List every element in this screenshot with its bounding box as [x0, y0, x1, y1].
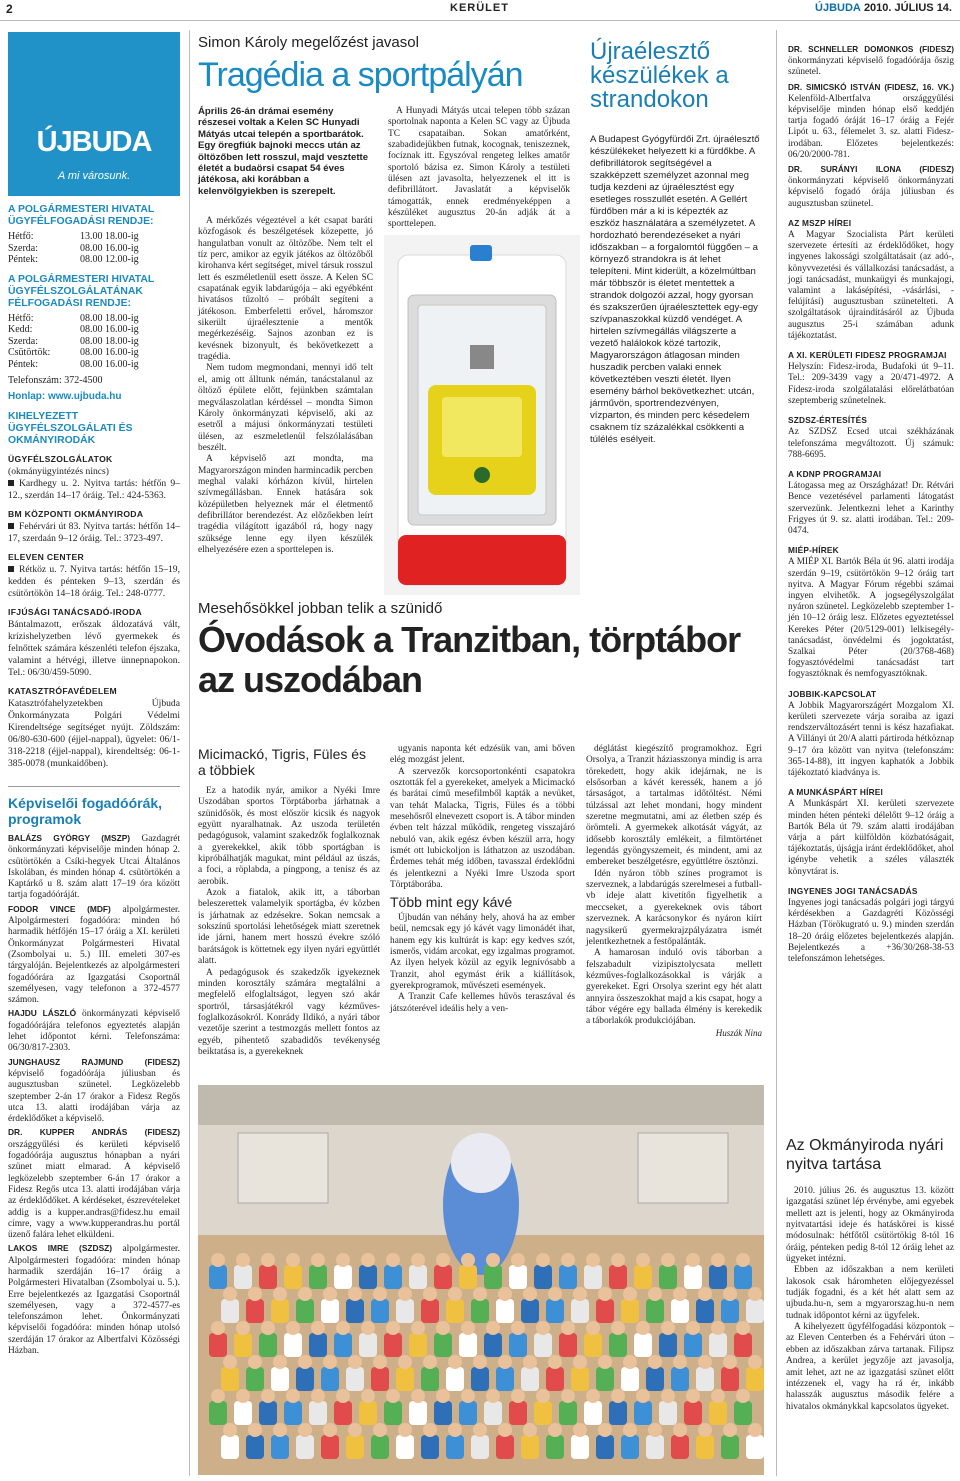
rep-name: JUNGHAUSZ RAJMUND (FIDESZ)	[8, 1056, 180, 1067]
right-heading: JOBBIK-KAPCSOLAT	[788, 688, 877, 699]
office-hours-list	[8, 231, 180, 266]
right-heading: A XI. KERÜLETI FIDESZ PROGRAMJAI	[788, 350, 947, 361]
office-hours-heading: A POLGÁRMESTERI HIVATAL ÜGYFÉLFOGADÁSI RENDJE:	[8, 204, 155, 227]
right-heading: A MUNKÁSPÁRT HÍREI	[788, 787, 884, 798]
reps-section	[8, 786, 180, 1357]
paragraph: A hamarosan induló ovis táborban a felszabadult vizipisztolycsata mellett kézműves-foglalkozásokkal is várják a gyerekeket. Egri Orsolya szerint egy hét alatt annyira összeszokhat majd a kis csapat, hogy a tábor végére egy ballada élmény is kerekedik a táborlakók produkciójában.	[586, 948, 762, 1027]
office-block-address: Fehérvári út 83. Nyitva tartás: hétfőn 14–17, szerdaán 9–12 óráig. Tel.: 3723-497.	[8, 521, 180, 544]
rep-text: alpolgármester. Alpolgármesteri fogadóóra: minden hó harmadik hétfőjén 15–17 óráig a XI. kerületi Önkormányzat Polgármesteri Hivatal (Zsombolyai u. 5.) III. emeleti 307-es tárgyalóján. Bejelentkezés az alpolgármesteri fogadóórára az Igazgatási Csoportnál személyesen, vagy telefonon a 372-4577 számon.	[8, 904, 180, 1006]
page-number: 2	[6, 2, 13, 16]
hours-row	[8, 347, 180, 359]
ujbuda-logo	[8, 32, 180, 196]
right-text: önkormányzati képviselő fogadóórája őszig szünetel.	[788, 56, 954, 78]
office-block-text: Katasztrófahelyzetekben Újbuda Önkormányzata Polgári Védelmi Kirendeltsége segítséget nyújt. Zöldszám: 06/80-630-600 (éjjel-nappal), ügyelet: 06/1-318-2218 (éjjel-nappal), kirendeltség: 06-1-385-0078 (munkaidőben).	[8, 698, 180, 769]
right-text: A Jobbik Magyarországért Mozgalom XI. kerületi szervezete várja soraiba az igazi rendszerváltozásért tenni is kész hazafiakat. A Villányi út 20/A alatti pártiroda hétköznap 9–17 óra között van nyitva (telefonszám: 365-14-88), itt ingyen kaphatók a Jobbik tájékoztató kiadványa is.	[788, 700, 954, 778]
right-text: Az SZDSZ Ecsed utcai székházának telefonszáma megváltozott. Új számuk: 788-6695.	[788, 427, 954, 460]
office-block-text: (okmányügyintézés nincs)	[8, 466, 109, 477]
right-name: DR. SIMICSKÓ ISTVÁN (FIDESZ, 16. VK.)	[788, 82, 954, 92]
right-heading: INGYENES JOGI TANÁCSADÁS	[788, 885, 918, 896]
rep-entry	[8, 904, 180, 1007]
reps-title: Képviselői fogadóórák, programok	[8, 795, 163, 827]
hours-row	[8, 231, 180, 243]
hours-day: Péntek:	[8, 254, 38, 265]
right-text: Helyszín: Fidesz-iroda, Budafoki út 9–11. Tel.: 209-3439 vagy a 20/471-4972. A Fidesz-iroda szolgálatalási előrelátbatóan szeptemberig szünetelnek.	[788, 362, 954, 406]
article2-subheading: Több mint egy kávé	[390, 894, 513, 911]
article2-col2	[390, 744, 575, 1015]
paragraph: A mérkőzés végeztével a két csapat baráti közfogások és beszélgetések közepette, jó hangulatban vonult az öltözőbe. Nem telt el tíz perc, amikor az egyik játékos az öltözőből kirohanva kért segítséget, mivel társuk rosszul lett és eszméletlenül esett össze. A Kelen SC csapatának egyik labdarúgója – aki egyébként hivatásos tűzoltó – próbált segíteni a játékoson. Emberfeletti erővel, háromszor sikerült újraélesztenie a mentők megérkezéséig. Sajnos azonban ez is kevésnek bizonyult, és bekövetkezett a tragédia.	[198, 216, 373, 363]
hours-time: 08.00 16.00-ig	[80, 347, 139, 358]
website-link[interactable]: Honlap: www.ujbuda.hu	[8, 391, 122, 402]
page-header	[0, 0, 960, 21]
side-text: A Budapest Gyógyfürdői Zrt. újraélesztő készülékeket helyezett ki a fürdőkbe. A defibrillátorok segítségével a szakképzett személyzet azonnal meg tudja kezdeni az újraélesztést egy esetleges rosszullét esetén. A Gellért fürdőben már a ki is képezték az eszköz használatára a személyzetet. A hordozható berendezéseket a nyári időszakban – a forgalomtól függően – a környező strandokra is át lehet telepíteni. Mint kiderült, a közelmúltban már többször is életet mentettek a strandok dolgozói azzal, hogy gyorsan és szakszerűen újraélesztettek egy-egy szívpanaszokkal küzdő vendéget. A hirtelen szívmegállás világszerte a vezető halálokok közé tartozik, Magyarországon átlagosan minden huszadik percben valaki ennek következtében veszti életét. Ilyen esemény bárhol bekövetkezhet: utcán, járművön, sportrendezvényen, vízparton, és minden perc késedelem csaknem tíz százalékkal csökkenti a túlélés esélyeit.	[590, 134, 760, 445]
rep-entry	[8, 1057, 180, 1126]
hours-time: 13.00 18.00-ig	[80, 231, 139, 242]
right-heading: A KDNP PROGRAMJAI	[788, 468, 882, 479]
column-divider	[189, 30, 190, 1476]
hours-time: 08.00 16.00-ig	[80, 242, 139, 254]
right-heading: MIÉP-HÍREK	[788, 545, 839, 556]
right-column	[788, 44, 954, 965]
rep-text: alpolgármester. Alpolgármesteri fogadóóra: minden hónap harmadik szerdáján 16–17 óráig a Polgármesteri Hivatalban (Zsombolyai u. 5.). Erre bejelentkezés az Igazgatási Csoportnál személyesen, vagy a 372-4577-es telefonszámon lehet. Önkormányzati képviselői fogadóóra: minden hónap utolsó szerdáján 17 órakor az Albertfalvi Közösségi Házban.	[8, 1244, 180, 1357]
right-name: DR. SCHNELLER DOMONKOS (FIDESZ)	[788, 45, 954, 54]
rep-entry	[8, 833, 180, 902]
paragraph: Ebben az időszakban a nem kerületi lakosok csak háromheten előjegyezéssel tudják fogadni, és a két hét alatt sem az ujbuda.hu-n, sem a mgyarorszag.hu-n nem tudnak időpontot kérni az ügyfelek.	[786, 1265, 954, 1321]
article2-kicker: Mesehősökkel jobban telik a szünidő	[198, 600, 443, 617]
reps-list	[8, 833, 180, 1357]
hours-row	[8, 313, 180, 325]
column-divider	[776, 30, 777, 1476]
okmanyiroda-body	[786, 1186, 954, 1413]
office-block-title: ÜGYFÉLSZOLGÁLATOK	[8, 454, 113, 464]
right-text: A Magyar Szocialista Párt kerületi szervezete értesíti az érdeklődőket, hogy ingyenes lakossági szolgáltatásait (az adó-, könyvvezetési és vállalkozási tanácsadást, a jogi tanácsadást, munkaügyi és munkajogi, valamint a lakásépítési, -vásárlási, -felújítási) augusztusban szünetelteti. A szolgáltatások újraindításáról az Újbuda augusztus 25-i számában adunk tájékoztatást.	[788, 230, 954, 341]
rep-text: Gazdagrét önkormányzati képviselője minden hónap 2. csütörtökén a Csíki-hegyek Utcai Általános Iskolában, és minden hónap 4. csütörtökén a Kaptárkő u 8. szám alatt 17–19 óra között tartja fogadóóráját.	[8, 834, 180, 901]
right-entry	[788, 44, 954, 79]
hours-time: 08.00 18.00-ig	[80, 335, 139, 347]
office-block-title: KATASZTRÓFAVÉDELEM	[8, 686, 117, 696]
paper-name: ÚJBUDA	[815, 2, 861, 14]
right-text: Kelenföld-Albertfalva országgyűlési képviselője minden hónap első keddjén tartja fogadó óráját 16–17 óráig a Fejér Lipót u. 63., félemelet 3. sz. alatti Fidesz-irodában. Előzetes bejelentkezés: 06/20/2000-781.	[788, 93, 954, 160]
photo-credit: Huszák Nina	[715, 1027, 762, 1038]
children-group-photo	[198, 1085, 764, 1475]
hours-day: Hétfő:	[8, 312, 34, 324]
office-block-title: ELEVEN CENTER	[8, 552, 85, 562]
article1-col2	[388, 106, 570, 231]
paragraph: Nem tudom megmondani, mennyi idő telt el, amig ott álltunk némán, tanácstalanul az öltöző épülete előtt, fejünkben számtalan megválaszolatlan kérdéssel – mondta Simon Károly önkormányzati képviselő, aki az esetről a májusi önkormányzati testületi ülésen, az eszmeletlenül felszólalásában beszélt.	[198, 363, 373, 453]
right-heading: SZDSZ-ÉRTESÍTÉS	[788, 415, 868, 426]
hours-day: Kedd:	[8, 324, 33, 335]
section-name: KERÜLET	[450, 2, 509, 14]
defibrillator-photo	[384, 235, 580, 595]
rep-text: országgyűlési és kerületi képviselő fogadóórája augusztus hónapban a nyári szünet miatt elmarad. A képviselő legközelebb szeptember 6-án 17 órakor a Fidesz Regős utca 13. alatti irodájában várja az érdeklődőket. A kérdéseket, észrevételeket addig is a kupper.andras@fidesz.hu email címre, vagy a www.kupperandras.hu portál üzenő falára lehet elküldeni.	[8, 1139, 180, 1241]
paragraph: A pedagógusok és szakedzők igyekeznek minden korosztály számára megtalálni a megfelelő elfoglaltságot, legyen szó akár sportról, társasjátékról vagy kézműves-foglalkozásokról. Konrády Ildikó, a nyári tábor vezetője szerint a testmozgás mellett fontos az egyéb, pihentető szabadidős tevékenység beiktatása is, a gyerekeknek	[198, 967, 380, 1057]
right-text: Ingyenes jogi tanácsadás polgári jogi tárgyú kérdésekben a Gazdagréti Közösségi Házban (Törökugrató u. 9.) minden szerdán 18–20 óráig előzetes bejelentkezés alapján. Bejelentkezés a +36/30/268-38-53 telefonszámon lehetséges.	[788, 898, 954, 965]
office-block-address: Kardhegy u. 2. Nyitva tartás: hétfőn 9–12., szerdán 14–17 óráig. Tel.: 424-5363.	[8, 478, 180, 501]
rep-name: BALÁZS GYÖRGY (MSZP)	[8, 833, 131, 843]
rep-name: HAJDU LÁSZLÓ	[8, 1008, 77, 1019]
phone-number: Telefonszám: 372-4500	[8, 375, 103, 386]
paragraph: A képviselő azt mondta, ma Magyarországon minden harmincadik percben meghal valaki kórházon kívül, hirtelen szívmegállásban. Ennek hatására sok középületben helyeznek már el életmentő defibrillátor berendezést. Az elõzőekben leírt tragédia világított igazából rá, hogy nagy szüksége lenne egy ilyen készülék elhelyezésére ezen a sporttelepen is.	[198, 454, 373, 555]
rep-name: DR. KUPPER ANDRÁS (FIDESZ)	[8, 1127, 180, 1138]
paragraph: Azok a fiatalok, akik itt, a táborban beleszerettek valamelyik sportágba, év közben is járhatnak az edzésekre. Sokan nemcsak a sokszínű sportolási lehetőségek miatt szeretnek ide járni, hanem mert hosszú évekre szóló barátságok is köttetnek egy ilyen nyári együttlét alatt.	[198, 888, 380, 967]
office-block-title: BM KÖZPONTI OKMÁNYIRODA	[8, 509, 144, 519]
article2-col1	[198, 786, 380, 1058]
hours-day: Péntek:	[8, 358, 38, 370]
rep-entry	[8, 1243, 180, 1357]
left-column	[8, 32, 180, 1359]
defibrillator-side-article	[590, 40, 760, 446]
paragraph: A Tranzit Cafe kellemes hűvös teraszával és játszóterével ideális hely a ven-	[390, 992, 575, 1014]
paragraph: A szervezők korcsoportonkénti csapatokra osztották fel a gyerekeket, amelyek a Micimackó és barátai című mesefilmből kapták a nevüket, van tehát Malacka, Tigris, Füles és a többi mesehősről elnevezett csoport is. A tábor minden évben telt házzal működik, rengeteg visszajáró nebuló van, akik egész évben készül arra, hogy ismét ott lubickoljon is láthatzon az uszodában. Érdemes tehát még időben, tavasszal érdeklődni és jelentkezni a Nyéki Imre Uszoda sport Törptáborába.	[390, 766, 575, 891]
paragraph: déglátást kiegészítő programokhoz. Egri Orsolya, a Tranzit háziasszonya mindig is arra törekedett, hogy akik idejárnak, ne is elsősorban a kávét keressék, hanem a jó társaságot, a tartalmas időtöltést. Némi túlzással azt lehet mondani, hogy mindent szeretne megmutatni, ami az életben szép és örömteli. A gyermekek alkotását vágyát, az idősebb korosztály emlékeit, a filmtörténet legendás gyöngyszemeit, és mindent, ami az embereket beszélgetésre, együttlétre ösztönzi.	[586, 744, 762, 868]
rep-entry	[8, 1127, 180, 1241]
paragraph: ugyanis naponta két edzésük van, ami bőven elég mozgást jelent.	[390, 744, 575, 766]
offices-heading: KIHELYEZETT ÜGYFÉLSZOLGÁLATI ÉS OKMÁNYIRODÁK	[8, 411, 133, 446]
office-block-title: IFJÚSÁGI TANÁCSADÓ-IRODA	[8, 607, 143, 617]
paragraph: 2010. július 26. és augusztus 13. között igazgatási szünet lép érvénybe, ami egyebek mellett azt is jelenti, hogy az Okmányiroda nyitvatartási ideje és hatáskörei is kissé módosulnak: hétfőtől csütörtökig 8-tól 16 óráig, pénteken pedig 8-tól 12 óráig lehet az ügyeket intézni.	[786, 1186, 954, 1265]
service-hours-list	[8, 313, 180, 371]
right-text: A Munkáspárt XI. kerületi szervezete minden héten pénteki délelőtt 9–12 óráig a Bartók Béla út 79. szám alatti irodájában várja a párt külföldön közbatóságait, tájékoztatás, újságja iránt érdeklődőket, ahol igénybe vehetik a széles választék könyvtárat is.	[788, 799, 954, 877]
issue-date	[815, 2, 952, 14]
office-block-text: Bántalmazott, erőszak áldozatává vált, krízishelyzetben lévő gyermekek és felnőttek számára készenléti telefon éjszaka, valamint a hétvégi, illetve ünnepnapokon. Tel.: 06/30/459-5090.	[8, 619, 180, 678]
hours-time: 08.00 18.00-ig	[80, 312, 139, 324]
article2-subtitle: Micimackó, Tigris, Füles és a többiek	[198, 746, 367, 778]
paragraph: Idén nyáron több színes programot is szerveznek, a labdarúgás szerelmesei a futball-vb ideje alatt kivetítőn figyelhetik a meccseket, a gyerekeknek ovis tábort szerveznek. A karácsonykor és nyáron kiírt nagysikerű gyermekrajzpályázatra ismét jelentkezhetnek a festőpalánták.	[586, 868, 762, 947]
hours-day: Csütörtök:	[8, 347, 51, 358]
logo-name: ÚJBUDA	[36, 126, 152, 158]
rep-text: képviselő fogadóórája júliusban és augusztusban szünetel. Legközelebb szeptember 2-án 17 órakor a Fidesz Regős utca 13. alatti irodájában várja az érdeklődőket a képviselő.	[8, 1068, 180, 1125]
article1-kicker: Simon Károly megelőzést javasol	[198, 34, 419, 51]
article1-col1	[198, 216, 373, 556]
hours-row	[8, 336, 180, 348]
paragraph: Újbudán van néhány hely, ahová ha az ember beül, nemcsak egy jó kávét vagy limonádét ihat, hanem egy kis kultúrát is kap: egy kedves szót, ismerős, vidám arcokat, egy izgalmas programot. Az ilyen helyek közül az egyik legnívósabb a Tranzit, ahol egymást érik a kiállítások, gyerekprogramok, művészeti események.	[390, 912, 575, 991]
hours-row	[8, 254, 180, 266]
article2-col3	[586, 744, 762, 1039]
office-blocks	[8, 454, 180, 770]
hours-row	[8, 359, 180, 371]
date-text: 2010. JÚLIUS 14.	[863, 2, 952, 14]
rep-entry	[8, 1008, 180, 1054]
article2-title: Óvodások a Tranzitban, törptábor az uszodában	[198, 619, 741, 700]
hours-time: 08.00 12.00-ig	[80, 254, 139, 265]
right-text: önkormányzati képviselő önkormányzati képviselő fogadó órája júliusban és augusztusban szünetel.	[788, 176, 954, 209]
hours-row	[8, 243, 180, 255]
hours-time: 08.00 16.00-ig	[80, 324, 139, 335]
hours-row	[8, 324, 180, 336]
right-name: DR. SURÁNYI ILONA (FIDESZ)	[788, 165, 954, 175]
article1-col2-text: A Hunyadi Mátyás utcai telepen több százan sportolnak naponta a Kelen SC vagy az Újbuda TC csapataiban. Sokan amatőrként, szabadidejükben futnak, kocognak, teniszeznek, focíznak itt. Egyszóval rengeteg lelkes amatőr sportoló bázisa ez. Simon Károly a testületi ülésen azt javasolta, helyezzenek el itt is defibrillátort. Javaslatát a képviselők támogatták, ennek eredményeképpen a készüléket augusztus 20-án adják át a sporttelepen.	[388, 106, 570, 230]
office-block-address: Rétköz u. 7. Nyitva tartás: hétfőn 15–19, kedden és pénteken 9–13, szerdán és csütörtökön 14–18 óráig. Tel.: 248-0777.	[8, 564, 180, 599]
hours-day: Hétfő:	[8, 231, 34, 242]
hours-day: Szerda:	[8, 335, 38, 347]
right-text: Látogassa meg az Országházat! Dr. Rétvári Bence vezetésével parlamenti látogatást szervezünk. Jelentkezni lehet a Karinthy Frigyes út 9. sz. alatti irodában. Tel.: 209-0474.	[788, 481, 954, 536]
okmanyiroda-article	[786, 1136, 954, 1413]
right-text: A MIÉP XI. Bartók Béla út 96. alatti irodája szerdán 9–19, csütörtökön 9–12 óráig tart nyitva. A Magyar Fórum régebbi számai ingyen elvihetők. A jogsegélyszolgálat nyáron szünetel. Legközelebb szeptember 1-jén 10–12 óráig lesz. Előzetes egyeztetéssel Kerekes Péter (20/5129-001) lelkisegély-tanácsadást, önvédelmi és jogoktatást, Szalkai Péter (20/3768-468) fogyasztóvédelmi tanácsadást tart fogyasztóknak és nemfogyasztóknak.	[788, 557, 954, 680]
article1-lead: Április 26-án drámai esemény részesei voltak a Kelen SC Hunyadi Mátyás utcai telepén a sportbarátok. Egy öregfiúk bajnoki meccs után az öltözőben lett rosszul, majd vesztette életét a budaörsi csapat 54 éves játékosa, aki korábban a kelenvölgyiekben is szerepelt.	[198, 106, 369, 197]
rep-text: önkormányzati képviselő fogadóórájára telefonos egyeztetés alapján lehet időpontot kérni. Telefonszáma: 06/30/817-2303.	[8, 1009, 180, 1054]
hours-day: Szerda:	[8, 242, 38, 254]
right-entry	[788, 164, 954, 210]
right-heading: AZ MSZP HÍREI	[788, 217, 852, 228]
service-hours-heading: A POLGÁRMESTERI HIVATAL ÜGYFÉLSZOLGÁLATÁNAK FÉLFOGADÁSI RENDJE:	[8, 273, 155, 309]
okmanyiroda-title: Az Okmányiroda nyári nyitva tartása	[786, 1137, 944, 1173]
side-title: Újraélesztő készülékek a strandokon	[590, 38, 729, 113]
right-entry	[788, 82, 954, 161]
logo-slogan: A mi városunk.	[57, 170, 131, 182]
rep-name: FODOR VINCE (MDF)	[8, 903, 111, 914]
paragraph: A kihelyezett ügyfélfogadási központok – az Eleven Centerben és a Fehérvári úton – ebben az időszakban zárva tartanak. Filipsz Andrea, a kerület jegyzője azt javasolja, amit lehet, azt ne az igazgatási szünet előtt intézzenek el, vagy ha rá ér, inkább halasszák augusztus második felére a hivatalos okmánykkal kapcsolatos ügyeket.	[786, 1322, 954, 1412]
article1-title: Tragédia a sportpályán	[198, 56, 523, 94]
hours-time: 08.00 16.00-ig	[80, 358, 139, 370]
paragraph: Ez a hatodik nyár, amikor a Nyéki Imre Uszodában sportos Törptáborba járhatnak a szünidősök, és most először kicsik és nagyok együtt nyaralhatnak. Az uszoda területén pedagógusok, valamint szakedzők foglalkoznak a gyerekekkel, akik több sportágban is kipróbálhatják magukat, mint például az úszás, a foci, a röplabda, a pingpong, a tenisz és az aerobik.	[198, 786, 380, 887]
rep-name: LAKOS IMRE (SZDSZ)	[8, 1243, 113, 1254]
